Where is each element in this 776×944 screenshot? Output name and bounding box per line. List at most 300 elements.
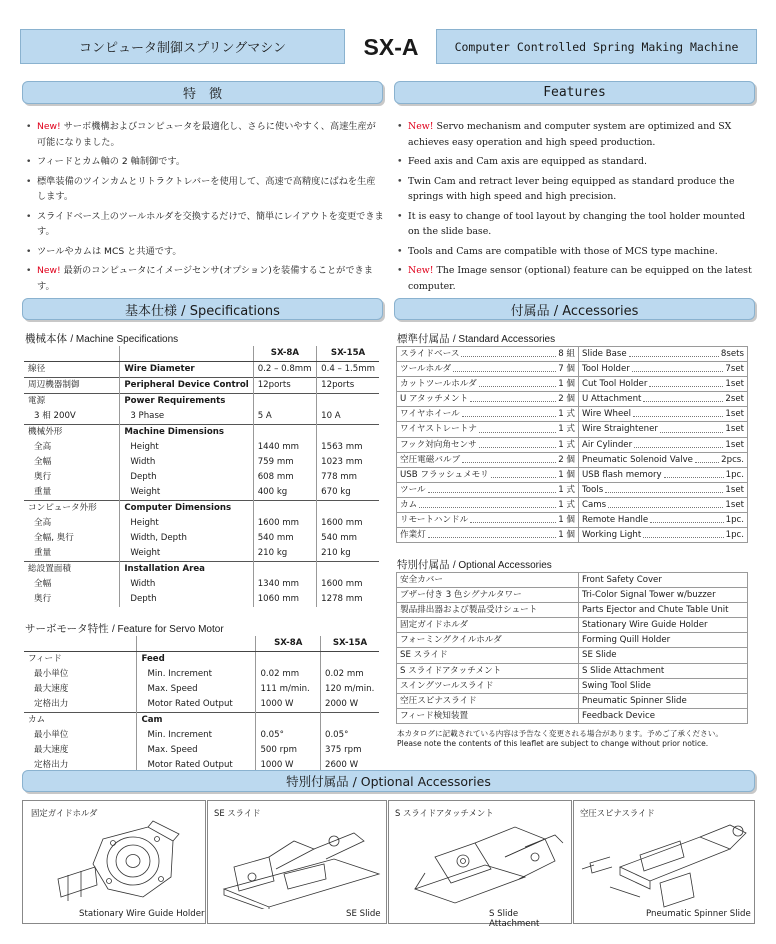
spec-value-sx8a: 210 kg	[253, 546, 316, 562]
acc-name: 作業灯	[400, 530, 426, 541]
spec-value-sx15a: 1563 mm	[321, 442, 363, 452]
acc-qty: 8sets	[720, 349, 744, 359]
spec-value-sx8a: 1600 mm	[253, 516, 316, 531]
std-acc-en	[579, 482, 748, 497]
feature-text: 最新のコンピュータにイメージセンサ(オプション)を装備することができます。	[37, 265, 373, 292]
opt-acc-en: Stationary Wire Guide Holder	[579, 618, 748, 633]
spec-jp-label: 全高	[24, 516, 120, 531]
spec-row	[24, 501, 379, 517]
spec-jp-label: コンピュータ外形	[24, 501, 120, 517]
std-acc-en	[579, 467, 748, 482]
figure-panel-3	[388, 800, 572, 929]
col-sx8a: SX-8A	[256, 636, 321, 652]
feature-text: Tools and Cams are compatible with those of MCS type machine.	[408, 245, 718, 257]
feature-text: The Image sensor (optional) feature can be equipped on the latest computer.	[408, 265, 752, 292]
feature-text: Twin Cam and retract lever being equipped as standard produce the springs with high speed and high precision.	[408, 175, 735, 202]
spec-jp-label: 全幅	[24, 455, 120, 470]
acc-qty: 1 式	[558, 484, 575, 495]
std-acc-row	[397, 497, 748, 512]
acc-qty: 1set	[725, 484, 744, 495]
spec-row	[24, 577, 379, 592]
feature-item	[24, 244, 384, 260]
std-acc-jp	[397, 407, 579, 422]
opt-acc-row	[397, 708, 748, 723]
spec-value-sx15a: 0.02 mm	[324, 669, 364, 679]
specs-heading	[22, 298, 383, 320]
std-acc-row	[397, 362, 748, 377]
acc-name: ツール	[400, 484, 426, 495]
std-acc-row	[397, 528, 748, 543]
std-acc-title	[397, 331, 555, 346]
features-list-jp	[24, 119, 384, 298]
feature-text: フィードとカム軸の 2 軸制御です。	[37, 156, 186, 167]
std-acc-en	[579, 347, 748, 362]
feature-item	[24, 174, 384, 205]
spec-jp-label: 線径	[24, 362, 120, 378]
spec-value-sx15a	[317, 394, 379, 410]
spec-jp-label: 全高	[24, 440, 120, 455]
std-acc-en	[579, 422, 748, 437]
header-blank	[24, 636, 137, 652]
servo-spec-header-row	[24, 636, 379, 652]
opt-acc-row	[397, 678, 748, 693]
std-acc-row	[397, 482, 748, 497]
spec-row	[24, 455, 379, 470]
spec-jp-label: 最大速度	[24, 682, 137, 697]
opt-acc-title-en: / Optional Accessories	[452, 560, 552, 571]
opt-acc-row	[397, 693, 748, 708]
acc-qty: 1 式	[558, 439, 575, 450]
spec-en-label: Width	[120, 577, 253, 592]
acc-name: Working Light	[582, 530, 642, 541]
spec-en-label: Width, Depth	[120, 531, 253, 546]
std-acc-jp	[397, 452, 579, 467]
spec-value-sx15a: 1600 mm	[321, 579, 363, 589]
opt-acc-jp: フォーミングクイルホルダ	[397, 633, 579, 648]
spec-value-sx15a: 2600 W	[324, 760, 359, 770]
opt-acc-row	[397, 663, 748, 678]
spec-row	[24, 697, 379, 713]
spec-value-sx8a: 12ports	[253, 378, 316, 394]
std-acc-row	[397, 347, 748, 362]
figure-2-caption: SE Slide	[346, 909, 381, 919]
servo-spec-title	[25, 621, 224, 636]
accessories-heading-text: 付属品 / Accessories	[510, 303, 639, 319]
spec-en-label: Depth	[120, 592, 253, 607]
spec-jp-label: 周辺機器制御	[24, 378, 120, 394]
spec-row	[24, 394, 379, 410]
spec-value-sx15a: 1278 mm	[321, 594, 363, 604]
figure-3-label-jp: S スライドアタッチメント	[395, 808, 494, 818]
figure-panel-1	[22, 800, 206, 924]
spec-row	[24, 682, 379, 697]
std-accessories-table	[396, 346, 748, 543]
acc-name: USB フラッシュメモリ	[400, 469, 489, 480]
feature-text: サーボ機構およびコンピュータを最適化し、さらに使いやすく、高速生産が可能になりました。	[37, 121, 376, 148]
std-acc-title-en: / Standard Accessories	[452, 334, 556, 345]
figure-3-caption: S Slide Attachment	[489, 909, 540, 929]
new-badge: New!	[37, 265, 61, 276]
jp-title-box	[20, 29, 345, 64]
spec-jp-label: 定格出力	[24, 697, 137, 713]
servo-spec-title-en: / Feature for Servo Motor	[111, 624, 224, 635]
opt-acc-row	[397, 588, 748, 603]
features-heading-en	[394, 81, 755, 104]
spec-row	[24, 409, 379, 425]
new-badge: New!	[37, 121, 61, 132]
spec-jp-label: 電源	[24, 394, 120, 410]
acc-qty: 1 個	[558, 530, 575, 541]
std-acc-row	[397, 392, 748, 407]
col-sx15a: SX-15A	[317, 346, 379, 362]
figure-1-label-jp: 固定ガイドホルダ	[31, 808, 98, 818]
acc-name: フック対向角センサ	[400, 439, 477, 450]
machine-spec-title-jp: 機械本体	[25, 333, 67, 345]
spec-jp-label: 重量	[24, 485, 120, 501]
opt-acc-en: Forming Quill Holder	[579, 633, 748, 648]
features-list-en	[395, 119, 755, 298]
std-acc-en	[579, 362, 748, 377]
std-acc-en	[579, 377, 748, 392]
std-acc-row	[397, 513, 748, 528]
features-heading-en-text: Features	[543, 85, 606, 100]
spec-value-sx8a: 540 mm	[253, 531, 316, 546]
model-name: SX-A	[363, 34, 419, 60]
header-blank	[120, 346, 253, 362]
acc-name: カットツールホルダ	[400, 379, 477, 390]
spec-jp-label: 定格出力	[24, 758, 137, 773]
std-acc-en	[579, 497, 748, 512]
spec-en-label: Feed	[137, 652, 256, 668]
spec-jp-label: 全幅	[24, 577, 120, 592]
spec-value-sx8a	[253, 394, 316, 410]
opt-acc-en: S Slide Attachment	[579, 663, 748, 678]
disclaimer	[397, 729, 757, 749]
feature-item	[395, 244, 755, 260]
spec-row	[24, 728, 379, 743]
feature-item	[24, 263, 384, 294]
spec-value-sx15a	[320, 652, 379, 668]
opt-acc-row	[397, 648, 748, 663]
opt-acc-en: Feedback Device	[579, 708, 748, 723]
spec-row	[24, 713, 379, 729]
spec-en-label: Peripheral Device Control	[120, 378, 253, 394]
spec-value-sx15a: 1023 mm	[321, 457, 363, 467]
spec-value-sx8a: 500 rpm	[256, 743, 321, 758]
std-acc-jp	[397, 392, 579, 407]
spec-jp-label: 最小単位	[24, 667, 137, 682]
feature-text: 標準装備のツインカムとリトラクトレバーを使用して、高速で高精度にばねを生産します。	[37, 175, 376, 202]
std-acc-row	[397, 377, 748, 392]
opt-acc-row	[397, 618, 748, 633]
std-acc-jp	[397, 528, 579, 543]
se-slide-drawing	[214, 819, 384, 909]
spec-value-sx8a: 1340 mm	[253, 577, 316, 592]
spec-value-sx8a: 759 mm	[253, 455, 316, 470]
acc-name: ツールホルダ	[400, 364, 452, 375]
spec-row	[24, 743, 379, 758]
spec-value-sx8a: 1000 W	[256, 758, 321, 773]
spec-value-sx15a: 670 kg	[321, 487, 351, 497]
opt-acc-row	[397, 633, 748, 648]
feature-item	[395, 263, 755, 294]
feature-item	[395, 119, 755, 150]
figure-panel-4	[573, 800, 755, 924]
spec-value-sx8a	[253, 501, 316, 517]
machine-spec-title	[25, 331, 178, 346]
spec-value-sx15a: 540 mm	[321, 533, 358, 543]
std-acc-jp	[397, 377, 579, 392]
acc-name: USB flash memory	[582, 469, 662, 480]
acc-name: 空圧電磁バルブ	[400, 454, 461, 465]
spec-value-sx8a: 0.02 mm	[256, 667, 321, 682]
acc-qty: 1set	[725, 424, 744, 435]
acc-qty: 2pcs.	[721, 454, 744, 465]
acc-name: Remote Handle	[582, 515, 649, 526]
spec-en-label: Min. Increment	[137, 728, 256, 743]
acc-name: Slide Base	[582, 349, 627, 359]
feature-item	[395, 154, 755, 170]
spec-row	[24, 470, 379, 485]
opt-acc-jp: スイングツールスライド	[397, 678, 579, 693]
jp-title: コンピュータ制御スプリングマシン	[79, 41, 286, 56]
spec-row	[24, 516, 379, 531]
acc-qty: 1pc.	[725, 515, 744, 526]
spec-value-sx8a: 5 A	[253, 409, 316, 425]
std-acc-row	[397, 452, 748, 467]
opt-acc-en: Front Safety Cover	[579, 573, 748, 588]
spec-value-sx8a: 1060 mm	[253, 592, 316, 607]
acc-qty: 7 個	[558, 364, 575, 375]
std-acc-title-jp: 標準付属品	[397, 333, 450, 345]
spec-row	[24, 592, 379, 607]
std-acc-en	[579, 437, 748, 452]
spec-value-sx15a: 0.4 – 1.5mm	[317, 362, 379, 378]
std-acc-jp	[397, 437, 579, 452]
acc-name: リモートハンドル	[400, 515, 469, 526]
feature-text: Servo mechanism and computer system are optimized and SX achieves easy operation and high speed production.	[408, 121, 732, 148]
spec-value-sx8a	[256, 652, 321, 668]
feature-text: ツールやカムは MCS と共通です。	[37, 245, 182, 257]
spec-value-sx8a	[253, 562, 316, 578]
std-acc-jp	[397, 422, 579, 437]
spec-jp-label: 最大速度	[24, 743, 137, 758]
acc-qty: 7set	[725, 364, 744, 375]
std-acc-jp	[397, 497, 579, 512]
feature-text: Feed axis and Cam axis are equipped as standard.	[408, 156, 647, 167]
spec-en-label: 3 Phase	[120, 409, 253, 425]
opt-acc-en: Pneumatic Spinner Slide	[579, 693, 748, 708]
opt-acc-title-jp: 特別付属品	[397, 559, 450, 571]
figure-4-label-jp: 空圧スピナスライド	[580, 808, 655, 818]
std-acc-row	[397, 437, 748, 452]
opt-acc-jp: S スライドアタッチメント	[397, 663, 579, 678]
s-slide-attachment-drawing	[395, 817, 567, 909]
spec-en-label: Cam	[137, 713, 256, 729]
spec-en-label: Wire Diameter	[120, 362, 253, 378]
en-title: Computer Controlled Spring Making Machine	[454, 39, 739, 54]
opt-acc-jp: 空圧スピナスライド	[397, 693, 579, 708]
opt-acc-jp: フィード検知装置	[397, 708, 579, 723]
spec-en-label: Weight	[120, 485, 253, 501]
disclaimer-jp: 本カタログに記載されている内容は予告なく変更される場合があります。予めご了承ください。	[397, 729, 723, 738]
machine-spec-header-row	[24, 346, 379, 362]
servo-spec-title-jp: サーボモータ特性	[25, 623, 109, 635]
opt-acc-jp: ブザー付き 3 色シグナルタワー	[397, 588, 579, 603]
spec-row	[24, 652, 379, 668]
feature-text: スライドベース上のツールホルダを交換するだけで、簡単にレイアウトを変更できます。	[37, 210, 384, 237]
spec-row	[24, 485, 379, 501]
spec-value-sx15a: 120 m/min.	[324, 684, 375, 694]
acc-qty: 1 個	[558, 379, 575, 390]
spec-jp-label: 奥行	[24, 592, 120, 607]
spec-value-sx15a: 778 mm	[321, 472, 358, 482]
acc-name: ワイヤストレートナ	[400, 424, 477, 435]
opt-acc-jp: 製品排出器および製品受けシュート	[397, 603, 579, 618]
std-acc-en	[579, 528, 748, 543]
acc-name: Wire Straightener	[582, 424, 658, 435]
spec-value-sx8a: 0.2 – 0.8mm	[253, 362, 316, 378]
spec-row	[24, 546, 379, 562]
spec-row	[24, 362, 379, 378]
acc-name: スライドベース	[400, 349, 460, 359]
spec-en-label: Width	[120, 455, 253, 470]
spec-en-label: Installation Area	[120, 562, 253, 578]
feature-text: It is easy to change of tool layout by changing the tool holder mounted on the slide base.	[408, 210, 745, 237]
spec-value-sx8a: 1000 W	[256, 697, 321, 713]
acc-name: Wire Wheel	[582, 409, 631, 420]
acc-name: Air Cylinder	[582, 439, 633, 450]
spec-value-sx15a: 1600 mm	[321, 518, 363, 528]
std-acc-row	[397, 467, 748, 482]
spec-jp-label: 全幅, 奥行	[24, 531, 120, 546]
servo-spec-table	[24, 636, 379, 773]
spec-value-sx15a: 0.05°	[324, 730, 349, 740]
spec-jp-label: 重量	[24, 546, 120, 562]
feature-item	[24, 209, 384, 240]
acc-qty: 1set	[725, 409, 744, 420]
acc-qty: 1set	[725, 439, 744, 450]
opt-acc-en: SE Slide	[579, 648, 748, 663]
new-badge: New!	[408, 265, 434, 276]
spec-row	[24, 378, 379, 394]
std-acc-en	[579, 392, 748, 407]
std-acc-jp	[397, 362, 579, 377]
spec-value-sx8a	[253, 425, 316, 441]
spec-value-sx8a: 0.05°	[256, 728, 321, 743]
figure-1-caption: Stationary Wire Guide Holder	[79, 909, 205, 919]
acc-qty: 2 個	[558, 454, 575, 465]
opt-acc-jp: 固定ガイドホルダ	[397, 618, 579, 633]
acc-name: U アタッチメント	[400, 394, 469, 405]
feature-item	[395, 174, 755, 205]
feature-item	[24, 119, 384, 150]
opt-acc-row	[397, 573, 748, 588]
acc-qty: 8 組	[558, 349, 575, 359]
opt-acc-en: Parts Ejector and Chute Table Unit	[579, 603, 748, 618]
spec-en-label: Motor Rated Output	[137, 697, 256, 713]
features-heading-jp	[22, 81, 383, 104]
std-acc-jp	[397, 347, 579, 362]
acc-qty: 1 個	[558, 469, 575, 480]
spec-jp-label: 総設置面積	[24, 562, 120, 578]
spec-value-sx8a	[256, 713, 321, 729]
opt-acc-en: Tri-Color Signal Tower w/buzzer	[579, 588, 748, 603]
figure-panel-2	[207, 800, 387, 924]
spec-en-label: Max. Speed	[137, 743, 256, 758]
acc-qty: 2set	[725, 394, 744, 405]
spec-row	[24, 562, 379, 578]
spec-value-sx15a	[317, 562, 379, 578]
spec-en-label: Machine Dimensions	[120, 425, 253, 441]
spec-value-sx8a: 608 mm	[253, 470, 316, 485]
accessories-heading	[394, 298, 755, 320]
acc-name: U Attachment	[582, 394, 642, 405]
header-blank	[137, 636, 256, 652]
opt-accessories-table	[396, 572, 748, 724]
acc-qty: 1 式	[558, 499, 575, 510]
spec-en-label: Computer Dimensions	[120, 501, 253, 517]
opt-acc-row	[397, 603, 748, 618]
spec-value-sx15a: 210 kg	[321, 548, 351, 558]
spec-value-sx15a: 12ports	[317, 378, 379, 394]
acc-name: Cut Tool Holder	[582, 379, 648, 390]
opt-acc-en: Swing Tool Slide	[579, 678, 748, 693]
acc-name: ワイヤホイール	[400, 409, 460, 420]
spec-jp-label: 奥行	[24, 470, 120, 485]
std-acc-jp	[397, 482, 579, 497]
optional-figures-heading	[22, 770, 755, 792]
header-blank	[24, 346, 120, 362]
acc-qty: 1 式	[558, 409, 575, 420]
spec-jp-label: カム	[24, 713, 137, 729]
opt-acc-jp: 安全カバー	[397, 573, 579, 588]
col-sx8a: SX-8A	[253, 346, 316, 362]
machine-spec-table	[24, 346, 379, 607]
spec-en-label: Min. Increment	[137, 667, 256, 682]
optional-figures-heading-text: 特別付属品 / Optional Accessories	[286, 774, 491, 789]
std-acc-jp	[397, 467, 579, 482]
spec-jp-label: 3 相 200V	[24, 409, 120, 425]
opt-acc-title	[397, 557, 552, 572]
feature-item	[24, 154, 384, 170]
spec-en-label: Weight	[120, 546, 253, 562]
acc-name: Cams	[582, 499, 607, 510]
spec-en-label: Depth	[120, 470, 253, 485]
acc-name: カム	[400, 499, 418, 510]
acc-qty: 1 式	[558, 424, 575, 435]
figure-2-label-jp: SE スライド	[214, 808, 261, 818]
std-acc-jp	[397, 513, 579, 528]
spec-row	[24, 667, 379, 682]
feature-item	[395, 209, 755, 240]
specs-heading-text: 基本仕様 / Specifications	[125, 303, 280, 319]
std-acc-row	[397, 407, 748, 422]
spec-value-sx15a: 375 rpm	[324, 745, 362, 755]
new-badge: New!	[408, 121, 434, 132]
pneumatic-spinner-slide-drawing	[580, 817, 752, 909]
spec-value-sx15a	[317, 425, 379, 441]
stationary-wire-guide-holder-drawing	[53, 819, 203, 907]
std-acc-row	[397, 422, 748, 437]
en-title-box	[436, 29, 757, 64]
acc-name: Tools	[582, 484, 604, 495]
acc-qty: 1 個	[558, 515, 575, 526]
spec-value-sx8a: 111 m/min.	[256, 682, 321, 697]
std-acc-en	[579, 452, 748, 467]
spec-en-label: Height	[120, 440, 253, 455]
acc-qty: 1set	[725, 499, 744, 510]
